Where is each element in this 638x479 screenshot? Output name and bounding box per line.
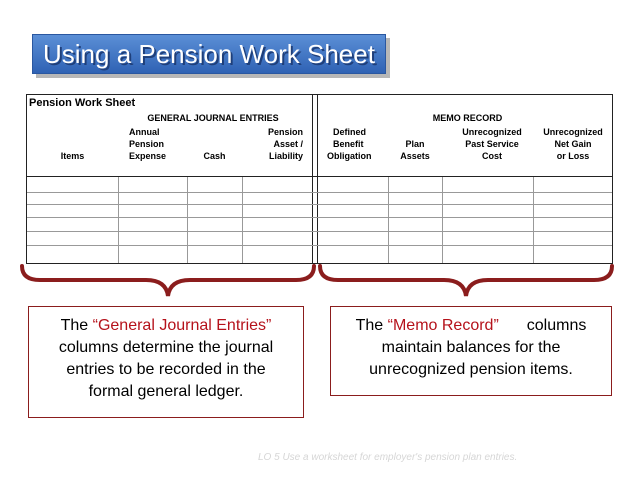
col-annual-pension-expense-line-2: Pension xyxy=(129,139,165,149)
col-pension-asset-liability-line-3: Liability xyxy=(268,151,303,161)
grid-row-line xyxy=(27,192,612,193)
worksheet-title: Pension Work Sheet xyxy=(29,97,136,109)
col-past-service-line-1: Unrecognized xyxy=(462,127,522,137)
col-dbo-line-1: Defined xyxy=(333,127,367,137)
general-journal-header: GENERAL JOURNAL ENTRIES xyxy=(147,113,279,123)
left-curly-brace xyxy=(20,264,316,298)
section-divider-right xyxy=(317,95,318,263)
pension-work-sheet xyxy=(26,94,613,264)
col-annual-pension-expense-line-3: Expense xyxy=(129,151,167,161)
section-divider-left xyxy=(312,95,313,263)
general-journal-callout xyxy=(28,306,304,418)
col-past-service-line-3: Cost xyxy=(482,151,502,161)
callout-right-body: maintain balances for the unrecognized pension items. xyxy=(369,339,573,378)
grid-row-line xyxy=(27,245,612,246)
col-past-service-line-2: Past Service xyxy=(465,139,519,149)
memo-record-header: MEMO RECORD xyxy=(432,113,503,123)
col-pension-asset-liability-line-2: Asset / xyxy=(273,139,303,149)
title-banner xyxy=(32,34,386,74)
col-cash-line-3: Cash xyxy=(203,151,226,161)
grid-row-line xyxy=(27,217,612,218)
col-plan-assets-line-3: Assets xyxy=(400,151,430,161)
col-net-gain-line-3: or Loss xyxy=(556,151,590,161)
slide-title: Using a Pension Work Sheet xyxy=(43,39,375,69)
col-items-line-3: Items xyxy=(60,151,85,161)
learning-objective-footer: LO 5 Use a worksheet for employer's pension plan entries. xyxy=(258,452,518,463)
callout-right-prefix: The xyxy=(355,317,388,334)
col-net-gain-line-1: Unrecognized xyxy=(543,127,603,137)
col-plan-assets-line-2: Plan xyxy=(405,139,425,149)
callout-left-body: columns determine the journal entries to be recorded in the formal general ledger. xyxy=(58,339,274,400)
grid-col-divider xyxy=(242,177,243,263)
callout-left-highlight: “General Journal Entries” xyxy=(92,317,272,334)
col-pension-asset-liability-line-1: Pension xyxy=(267,127,303,137)
right-curly-brace xyxy=(318,264,614,298)
col-dbo-line-3: Obligation xyxy=(327,151,372,161)
col-dbo-line-2: Benefit xyxy=(333,139,364,149)
col-net-gain-line-2: Net Gain xyxy=(554,139,592,149)
col-annual-pension-expense-line-1: Annual xyxy=(129,127,160,137)
grid-col-divider xyxy=(187,177,188,263)
grid-col-divider xyxy=(388,177,389,263)
callout-left-prefix: The xyxy=(60,317,93,334)
callout-right-suffix: columns xyxy=(526,317,587,334)
callout-right-highlight: “Memo Record” xyxy=(387,317,499,334)
grid-col-divider xyxy=(442,177,443,263)
memo-record-callout xyxy=(330,306,612,396)
grid-row-line xyxy=(27,204,612,205)
grid-col-divider xyxy=(533,177,534,263)
grid-row-line xyxy=(27,231,612,232)
header-rule xyxy=(27,176,612,177)
grid-col-divider xyxy=(118,177,119,263)
